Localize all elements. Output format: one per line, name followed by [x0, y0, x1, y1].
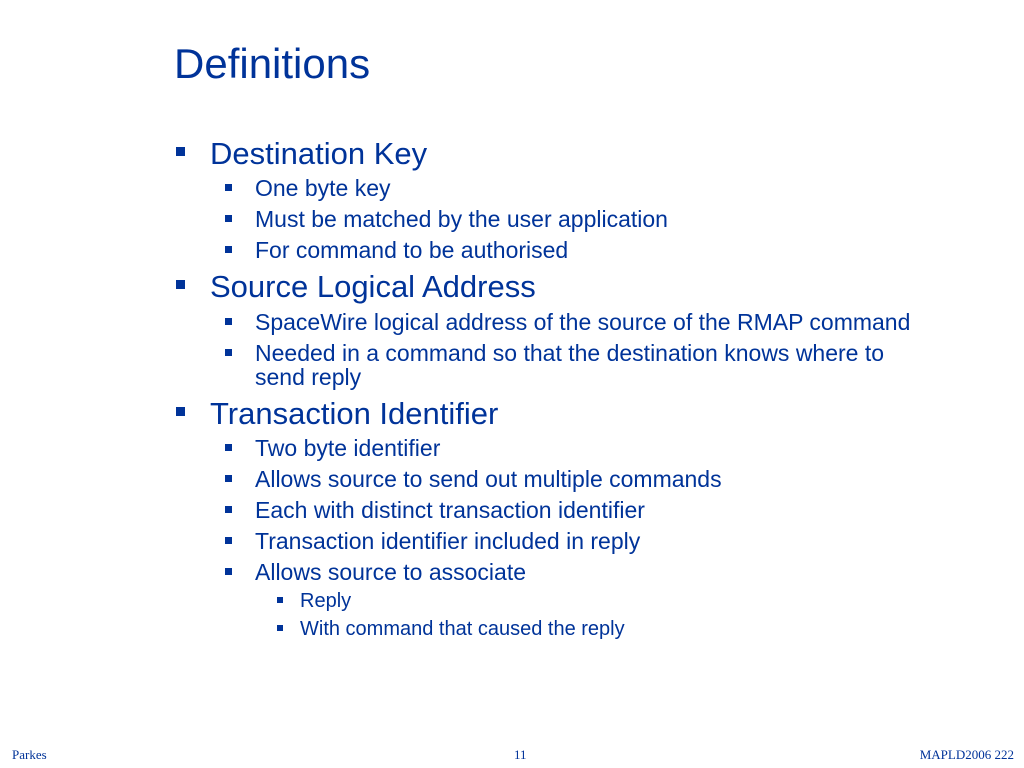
level1-bullet	[176, 147, 185, 156]
level2-bullet	[225, 444, 232, 451]
list-item: SpaceWire logical address of the source of the RMAP command	[255, 309, 911, 335]
list-item: Two byte identifier	[255, 435, 441, 461]
list-item: One byte key	[255, 175, 391, 201]
list-item: Allows source to send out multiple commands	[255, 466, 722, 492]
list-item: Must be matched by the user application	[255, 206, 668, 232]
level2-bullet	[225, 506, 232, 513]
level2-bullet	[225, 537, 232, 544]
slide-title: Definitions	[174, 40, 371, 87]
footer-author: Parkes	[12, 747, 47, 762]
level2-bullet	[225, 318, 232, 325]
footer-page-number: 11	[514, 747, 527, 762]
footer-event: MAPLD2006 222	[919, 747, 1014, 762]
level1-bullet	[176, 407, 185, 416]
list-item: For command to be authorised	[255, 237, 569, 263]
list-item: Each with distinct transaction identifier	[255, 497, 645, 523]
sub-list-item: Reply	[300, 590, 352, 612]
level1-bullet	[176, 280, 185, 289]
list-item: Allows source to associate	[255, 559, 527, 585]
level3-bullet	[277, 625, 283, 631]
list-item: Transaction identifier included in reply	[255, 528, 641, 554]
section-heading: Destination Key	[210, 136, 428, 171]
sub-list-item: With command that caused the reply	[300, 618, 625, 640]
section-heading: Source Logical Address	[210, 269, 536, 304]
level2-bullet	[225, 184, 232, 191]
level2-bullet	[225, 215, 232, 222]
section-heading: Transaction Identifier	[210, 396, 499, 431]
level2-bullet	[225, 568, 232, 575]
level2-bullet	[225, 475, 232, 482]
list-item-continuation: send reply	[255, 364, 362, 390]
level2-bullet	[225, 246, 232, 253]
level3-bullet	[277, 597, 283, 603]
list-item: Needed in a command so that the destination knows where to	[255, 340, 885, 366]
level2-bullet	[225, 349, 232, 356]
